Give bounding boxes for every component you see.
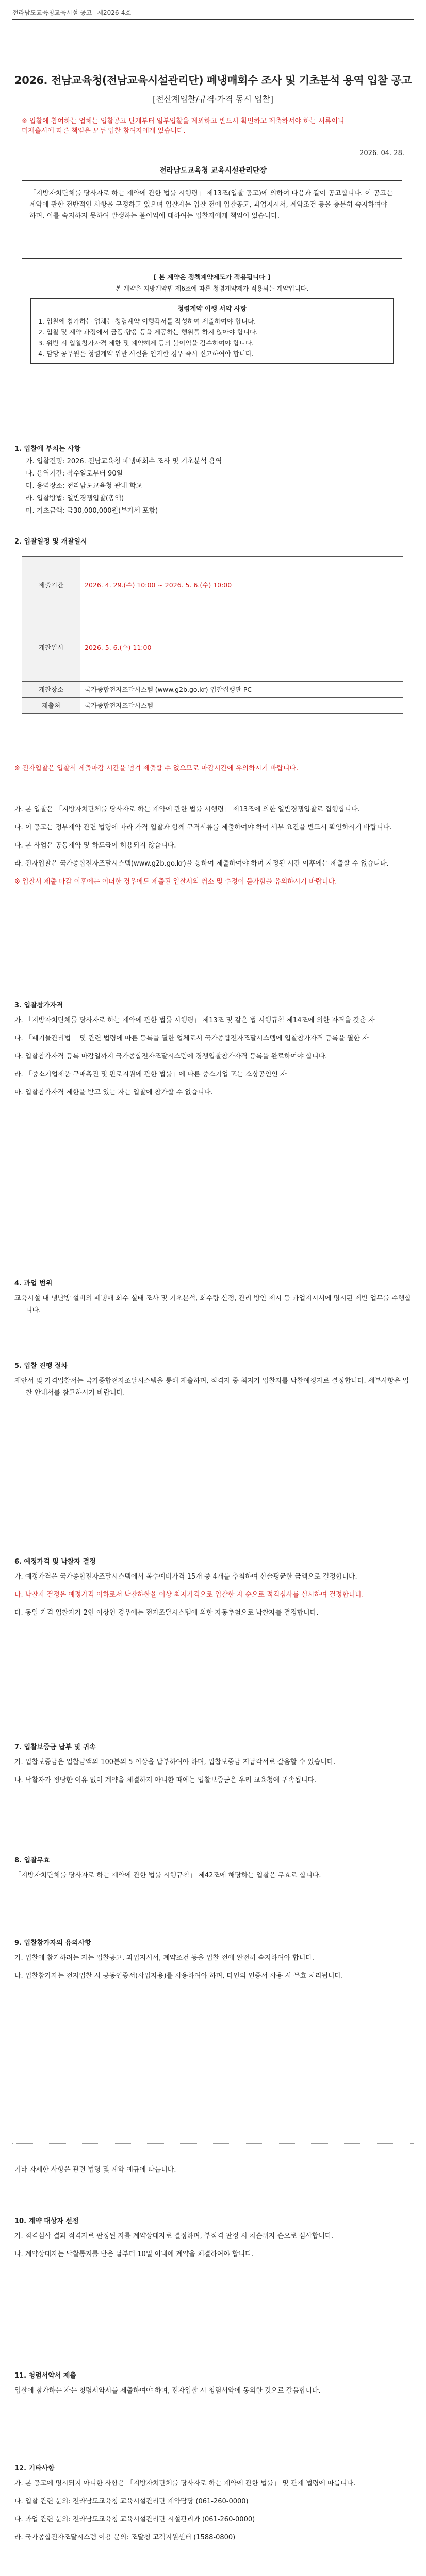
- paragraph: 가. 입찰보증금은 입찰금액의 100분의 5 이상을 납부하여야 하며, 입찰보증금 지급각서로 갈음할 수 있습니다.: [14, 1758, 336, 1766]
- table-label: 개찰일시: [22, 613, 80, 682]
- schedule-table: [22, 556, 403, 714]
- list-item: 3. 위반 시 입찰참가자격 제한 및 계약해제 등의 불이익을 감수하여야 합니다.: [46, 337, 387, 348]
- notice-line: ※ 입찰에 참여하는 업체는 입찰공고 단계부터 일부입찰을 제외하고 반드시 확인하고 제출하셔야 하는 서류이니: [22, 117, 345, 125]
- table-value: 국가종합전자조달시스템 (www.g2b.go.kr) 입찰집행관 PC: [85, 686, 252, 693]
- paragraph: 나. 입찰참가자는 전자입찰 시 공동인증서(사업자용)를 사용하여야 하며, 타인의 인증서 사용 시 무효 처리됩니다.: [14, 1972, 343, 1980]
- table-value: 2026. 4. 29.(수) 10:00 ~ 2026. 5. 6.(수) 10:00: [85, 581, 232, 589]
- integrity-head: [ 본 계약은 정책계약제도가 적용됩니다 ]: [153, 273, 271, 281]
- section-10: [14, 1937, 412, 1988]
- section-11: [14, 2215, 412, 2266]
- paragraph: 나. 「폐기물관리법」 및 관련 법령에 따른 등록을 필한 업체로서 국가종합전자조달시스템에 입찰참가자격 등록을 필한 자: [14, 1035, 369, 1042]
- section-heading: 5. 입찰 진행 절차: [14, 1362, 68, 1370]
- section-1: [14, 443, 412, 517]
- table-label: 제출처: [22, 698, 80, 714]
- page-subtitle: [전산계입찰/규격·가격 동시 입찰]: [152, 94, 274, 104]
- lead-box: [22, 180, 402, 259]
- integrity-inner: [30, 298, 394, 364]
- paragraph: 기타 자세한 사항은 관련 법령 및 계약 예규에 따릅니다.: [14, 2166, 176, 2174]
- paragraph: 제안서 및 가격입찰서는 국가종합전자조달시스템을 통해 제출하며, 적격자 중 최저가 입찰자를 낙찰예정자로 결정합니다. 세부사항은 입찰 안내서를 참고하시기 바랍니다.: [14, 1377, 409, 1397]
- note-text: ※ 전자입찰은 입찰서 제출마감 시간을 넘겨 제출할 수 없으므로 마감시간에 유의하시기 바랍니다.: [14, 765, 299, 772]
- list-item: 나. 용역기간: 착수일로부터 90일: [26, 470, 123, 478]
- table-label: 개찰장소: [22, 682, 80, 698]
- paragraph: 다. 동일 가격 입찰자가 2인 이상인 경우에는 전자조달시스템에 의한 자동추첨으로 낙찰자를 결정합니다.: [14, 1609, 319, 1617]
- section-5: [14, 1278, 412, 1323]
- section-2: [14, 536, 412, 548]
- paragraph: 마. 입찰참가자격 제한을 받고 있는 자는 입찰에 참가할 수 없습니다.: [14, 1089, 213, 1096]
- section-3: [14, 804, 412, 894]
- issuer: 전라남도교육청 교육시설관리단장: [159, 166, 267, 175]
- integrity-caption: 청렴계약 이행 서약 사항: [177, 304, 247, 312]
- section-heading: 12. 기타사항: [14, 2465, 55, 2472]
- list-item: 다. 용역장소: 전라남도교육청 관내 학교: [26, 482, 142, 490]
- paragraph: 다. 과업 관련 문의: 전라남도교육청 교육시설관리단 시설관리과 (061-260-0000): [14, 2516, 255, 2523]
- section-6: [14, 1360, 412, 1405]
- header-left: 전라남도교육청교육시설 공고: [12, 9, 92, 16]
- section-heading: 4. 과업 범위: [14, 1280, 53, 1287]
- page-divider: [12, 2143, 414, 2144]
- table-row: [22, 613, 403, 682]
- section-13: [14, 2463, 412, 2550]
- header-right: 제2026-4호: [97, 9, 132, 16]
- warning-text: ※ 입찰서 제출 마감 이후에는 어떠한 경우에도 제출된 입찰서의 취소 및 수정이 불가함을 유의하시기 바랍니다.: [14, 878, 337, 886]
- table-row: [22, 698, 403, 714]
- section-heading: 11. 청렴서약서 제출: [14, 2372, 76, 2380]
- paragraph: 교육시설 내 냉난방 설비의 폐냉매 회수 실태 조사 및 기초분석, 회수량 산정, 관리 방안 제시 등 과업지시서에 명시된 제반 업무를 수행합니다.: [14, 1295, 412, 1314]
- paragraph: 가. 「지방자치단체를 당사자로 하는 계약에 관한 법률 시행령」 제13조 및 같은 법 시행규칙 제14조에 의한 자격을 갖춘 자: [14, 1016, 375, 1024]
- section-heading: 10. 계약 대상자 선정: [14, 2217, 79, 2225]
- table-cell: [80, 613, 403, 682]
- table-cell: [80, 698, 403, 714]
- paragraph: 나. 낙찰자가 정당한 이유 없이 계약을 체결하지 아니한 때에는 입찰보증금은 우리 교육청에 귀속됩니다.: [14, 1776, 317, 1784]
- paragraph: 라. 전자입찰은 국가종합전자조달시스템(www.g2b.go.kr)을 통하여 제출하여야 하며 지정된 시간 이후에는 제출할 수 없습니다.: [14, 860, 389, 868]
- paragraph: 라. 「중소기업제품 구매촉진 및 판로지원에 관한 법률」에 따른 중소기업 또는 소상공인인 자: [14, 1071, 287, 1078]
- section-7: [14, 1556, 412, 1625]
- integrity-subhead: 본 계약은 지방계약법 제6조에 따른 청렴계약제가 적용되는 계약입니다.: [115, 285, 309, 292]
- section-heading: 1. 입찰에 부치는 사항: [14, 445, 81, 453]
- section-heading: 2. 입찰일정 및 개찰일시: [14, 538, 87, 546]
- page-title: 2026. 전남교육청(전남교육시설관리단) 폐냉매회수 조사 및 기초분석 용역 입찰 공고: [14, 74, 412, 87]
- table-cell: [80, 557, 403, 613]
- paragraph: 라. 국가종합전자조달시스템 이용 문의: 조달청 고객지원센터 (1588-0800): [14, 2534, 236, 2541]
- announcement-date: 2026. 04. 28.: [359, 149, 404, 157]
- paragraph: 나. 계약상대자는 낙찰통지를 받은 날부터 10일 이내에 계약을 체결하여야 합니다.: [14, 2250, 254, 2258]
- section-heading: 9. 입찰참가자의 유의사항: [14, 1939, 91, 1947]
- list-item: 마. 기초금액: 금30,000,000원(부가세 포함): [26, 507, 158, 515]
- paragraph: 가. 본 공고에 명시되지 아니한 사항은 「지방자치단체를 당사자로 하는 계약에 관한 법률」 및 관계 법령에 따릅니다.: [14, 2480, 356, 2487]
- paragraph: 나. 낙찰자 결정은 예정가격 이하로서 낙찰하한율 이상 최저가격으로 입찰한 자 순으로 적격심사를 실시하여 결정합니다.: [14, 1591, 364, 1599]
- paragraph: 다. 본 사업은 공동계약 및 하도급이 허용되지 않습니다.: [14, 842, 176, 850]
- list-item: 가. 입찰건명: 2026. 전남교육청 폐냉매회수 조사 및 기초분석 용역: [26, 457, 222, 465]
- integrity-box: [22, 268, 402, 372]
- section-12: [14, 2370, 412, 2403]
- integrity-list: [37, 316, 387, 359]
- section-10-tail: [14, 2164, 412, 2182]
- red-notice: [22, 116, 403, 136]
- table-value: 국가종합전자조달시스템: [85, 702, 153, 709]
- table-row: [22, 557, 403, 613]
- paragraph: 나. 이 공고는 정부계약 관련 법령에 따라 가격 입찰과 함께 규격서류를 제출하여야 하며 세부 요건을 반드시 확인하시기 바랍니다.: [14, 824, 392, 832]
- section-heading: 7. 입찰보증금 납부 및 귀속: [14, 1743, 96, 1751]
- paragraph: 가. 예정가격은 국가종합전자조달시스템에서 복수예비가격 15개 중 4개를 추첨하여 산술평균한 금액으로 결정합니다.: [14, 1573, 357, 1581]
- table-label: 제출기간: [22, 557, 80, 613]
- paragraph: 가. 적격심사 결과 적격자로 판정된 자를 계약상대자로 결정하며, 부적격 판정 시 차순위자 순으로 심사합니다.: [14, 2232, 334, 2240]
- section-4: [14, 999, 412, 1105]
- paragraph: 입찰에 참가하는 자는 청렴서약서를 제출하여야 하며, 전자입찰 시 청렴서약에 동의한 것으로 갈음합니다.: [14, 2387, 321, 2395]
- paragraph: 가. 입찰에 참가하려는 자는 입찰공고, 과업지시서, 계약조건 등을 입찰 전에 완전히 숙지하여야 합니다.: [14, 1954, 314, 1962]
- table-row: [22, 682, 403, 698]
- section-heading: 8. 입찰무효: [14, 1857, 50, 1865]
- header-divider: [12, 19, 414, 20]
- paragraph: 다. 입찰참가자격 등록 마감일까지 국가종합전자조달시스템에 경쟁입찰참가자격 등록을 완료하여야 합니다.: [14, 1053, 327, 1060]
- list-item: 1. 입찰에 참가하는 업체는 청렴계약 이행각서를 작성하여 제출하여야 합니다.: [46, 316, 387, 327]
- section-heading: 3. 입찰참가자격: [14, 1002, 63, 1009]
- paragraph: 「지방자치단체를 당사자로 하는 계약에 관한 법률 시행규칙」 제42조에 해당하는 입찰은 무효로 합니다.: [14, 1872, 321, 1879]
- paragraph: 가. 본 입찰은 「지방자치단체를 당사자로 하는 계약에 관한 법률 시행령」 제13조에 의한 일반경쟁입찰로 집행합니다.: [14, 806, 360, 814]
- list-item: 2. 입찰 및 계약 과정에서 금품·향응 등을 제공하는 행위를 하지 않아야 합니다.: [46, 327, 387, 337]
- table-cell: [80, 682, 403, 698]
- table-value: 2026. 5. 6.(수) 11:00: [85, 643, 152, 651]
- section-9: [14, 1855, 412, 1888]
- schedule-note: [14, 762, 412, 781]
- section-heading: 6. 예정가격 및 낙찰자 결정: [14, 1558, 96, 1566]
- section-8: [14, 1741, 412, 1792]
- paragraph: 나. 입찰 관련 문의: 전라남도교육청 교육시설관리단 계약담당 (061-260-0000): [14, 2498, 249, 2505]
- notice-line: 미제출시에 따른 책임은 모두 입찰 참여자에게 있습니다.: [22, 127, 186, 135]
- lead-text: 「지방자치단체를 당사자로 하는 계약에 관한 법률 시행령」 제13조(입찰 공고)에 의하여 다음과 같이 공고합니다. 이 공고는 계약에 관한 전반적인 사항을 규정하고 있으며 입찰자는 입찰 전에 입찰공고, 과업지시서, 계약조건 등을 충분히 숙지하여야 하며, 이를 숙지하지 못하여 발생하는 불이익에 대하여는 입찰자에게 책임이 있습니다.: [29, 190, 393, 220]
- list-item: 라. 입찰방법: 일반경쟁입찰(총액): [26, 495, 124, 502]
- list-item: 4. 담당 공무원은 청렴계약 위반 사실을 인지한 경우 즉시 신고하여야 합니다.: [46, 348, 387, 359]
- header: [12, 8, 414, 17]
